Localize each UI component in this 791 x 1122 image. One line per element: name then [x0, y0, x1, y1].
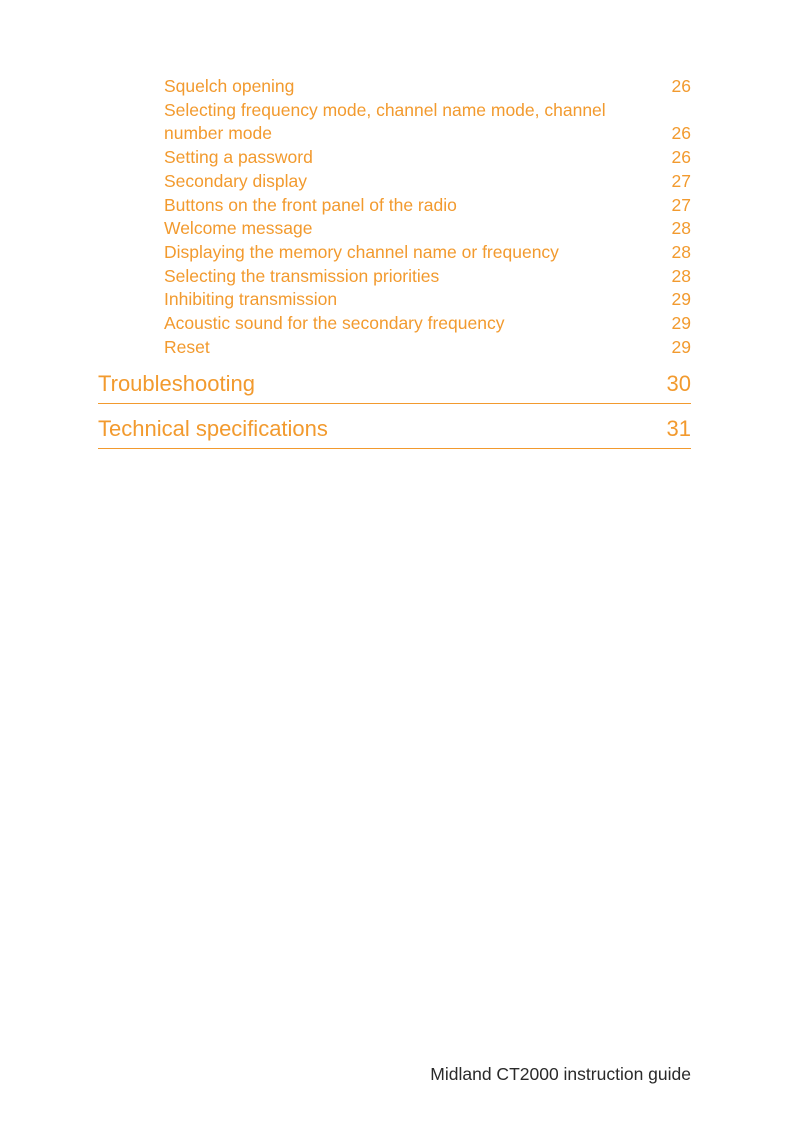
toc-main-entry-troubleshooting[interactable] — [98, 369, 691, 404]
toc-entry-title: Buttons on the front panel of the radio — [164, 194, 457, 215]
toc-main-entry-title: Troubleshooting — [98, 371, 255, 396]
page-footer: Midland CT2000 instruction guide — [430, 1064, 691, 1084]
toc-entry-reset[interactable] — [164, 336, 691, 360]
toc-main-entry-page: 30 — [666, 371, 691, 396]
toc-entry-front-panel-buttons[interactable] — [164, 194, 691, 218]
toc-sub-list — [164, 75, 691, 359]
toc-entry-page: 28 — [671, 265, 691, 286]
toc-entry-title: Displaying the memory channel name or frequency — [164, 241, 559, 262]
toc-entry-page: 28 — [671, 241, 691, 262]
toc-entry-squelch-opening[interactable] — [164, 75, 691, 99]
toc-entry-page: 27 — [671, 170, 691, 191]
toc-entry-title: Welcome message — [164, 218, 313, 239]
toc-entry-secondary-display[interactable] — [164, 170, 691, 194]
toc-entry-title: Acoustic sound for the secondary frequency — [164, 313, 505, 334]
toc-entry-page: 26 — [671, 76, 691, 96]
toc-entry-displaying-memory-channel[interactable] — [164, 241, 691, 265]
toc-entry-acoustic-sound[interactable] — [164, 312, 691, 336]
toc-main-entry-technical-specifications[interactable] — [98, 414, 691, 449]
toc-entry-title: Selecting frequency mode, channel name mode, channel number mode — [164, 99, 606, 144]
toc-entry-transmission-priorities[interactable] — [164, 265, 691, 289]
toc-entry-title: Secondary display — [164, 170, 307, 191]
toc-entry-page: 29 — [671, 336, 691, 357]
toc-entry-page: 28 — [671, 218, 691, 239]
toc-entry-title: Inhibiting transmission — [164, 289, 338, 310]
toc-entry-title: Selecting the transmission priorities — [164, 265, 440, 286]
toc-entry-title: Setting a password — [164, 147, 313, 168]
toc-entry-page: 26 — [671, 123, 691, 144]
toc-entry-page: 27 — [671, 194, 691, 215]
toc-entry-page: 29 — [671, 313, 691, 334]
toc-main-entry-title: Technical specifications — [98, 416, 328, 441]
toc-main-entry-page: 31 — [666, 416, 691, 441]
toc-entry-setting-password[interactable] — [164, 146, 691, 170]
toc-entry-selecting-mode[interactable] — [164, 99, 691, 146]
toc-entry-page: 29 — [671, 289, 691, 310]
toc-entry-inhibiting-transmission[interactable] — [164, 288, 691, 312]
toc-entry-title: Reset — [164, 336, 210, 357]
toc-entry-page: 26 — [671, 147, 691, 168]
toc-entry-welcome-message[interactable] — [164, 217, 691, 241]
toc-entry-title: Squelch opening — [164, 76, 295, 96]
